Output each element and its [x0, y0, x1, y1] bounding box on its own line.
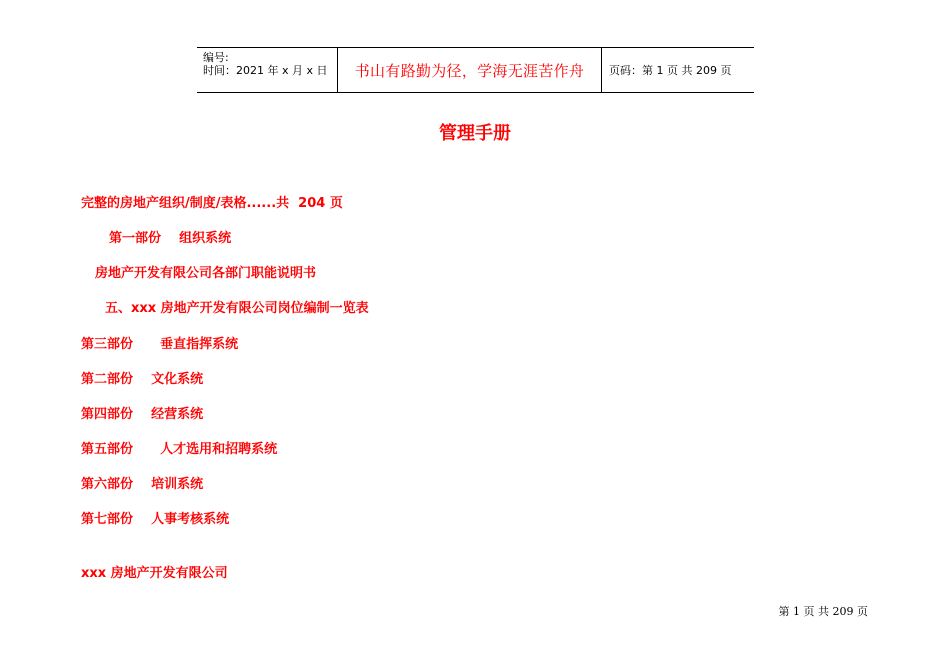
toc-part-seven: 第七部份 人事考核系统	[81, 512, 230, 527]
document-title: 管理手册	[439, 123, 511, 144]
header-meta-cell	[197, 48, 338, 92]
toc-part-five: 第五部份 人才选用和招聘系统	[81, 442, 278, 457]
toc-part-four: 第四部份 经营系统	[81, 407, 204, 422]
toc-summary-line: 完整的房地产组织/制度/表格......共 204 页	[81, 196, 343, 211]
toc-part-three: 第三部份 垂直指挥系统	[81, 337, 239, 352]
header-page-cell	[602, 48, 754, 92]
toc-part-two: 第二部份 文化系统	[81, 372, 204, 387]
motto-text: 书山有路勤为径，学海无涯苦作舟	[354, 61, 585, 80]
header-page-info: 页码：第 1 页 共 209 页	[609, 64, 732, 77]
toc-part-six: 第六部份 培训系统	[81, 477, 204, 492]
toc-position-table: 五、xxx 房地产开发有限公司岗位编制一览表	[105, 301, 369, 316]
toc-department-functions: 房地产开发有限公司各部门职能说明书	[95, 266, 317, 281]
document-header-table	[197, 47, 754, 93]
header-motto-cell	[338, 48, 602, 92]
date-label: 时间：2021 年 x 月 x 日	[203, 64, 328, 77]
toc-part-one: 第一部份 组织系统	[109, 231, 232, 246]
company-name: xxx 房地产开发有限公司	[81, 566, 228, 581]
number-label: 编号:	[203, 51, 229, 64]
footer-page-number: 第 1 页 共 209 页	[778, 605, 868, 618]
